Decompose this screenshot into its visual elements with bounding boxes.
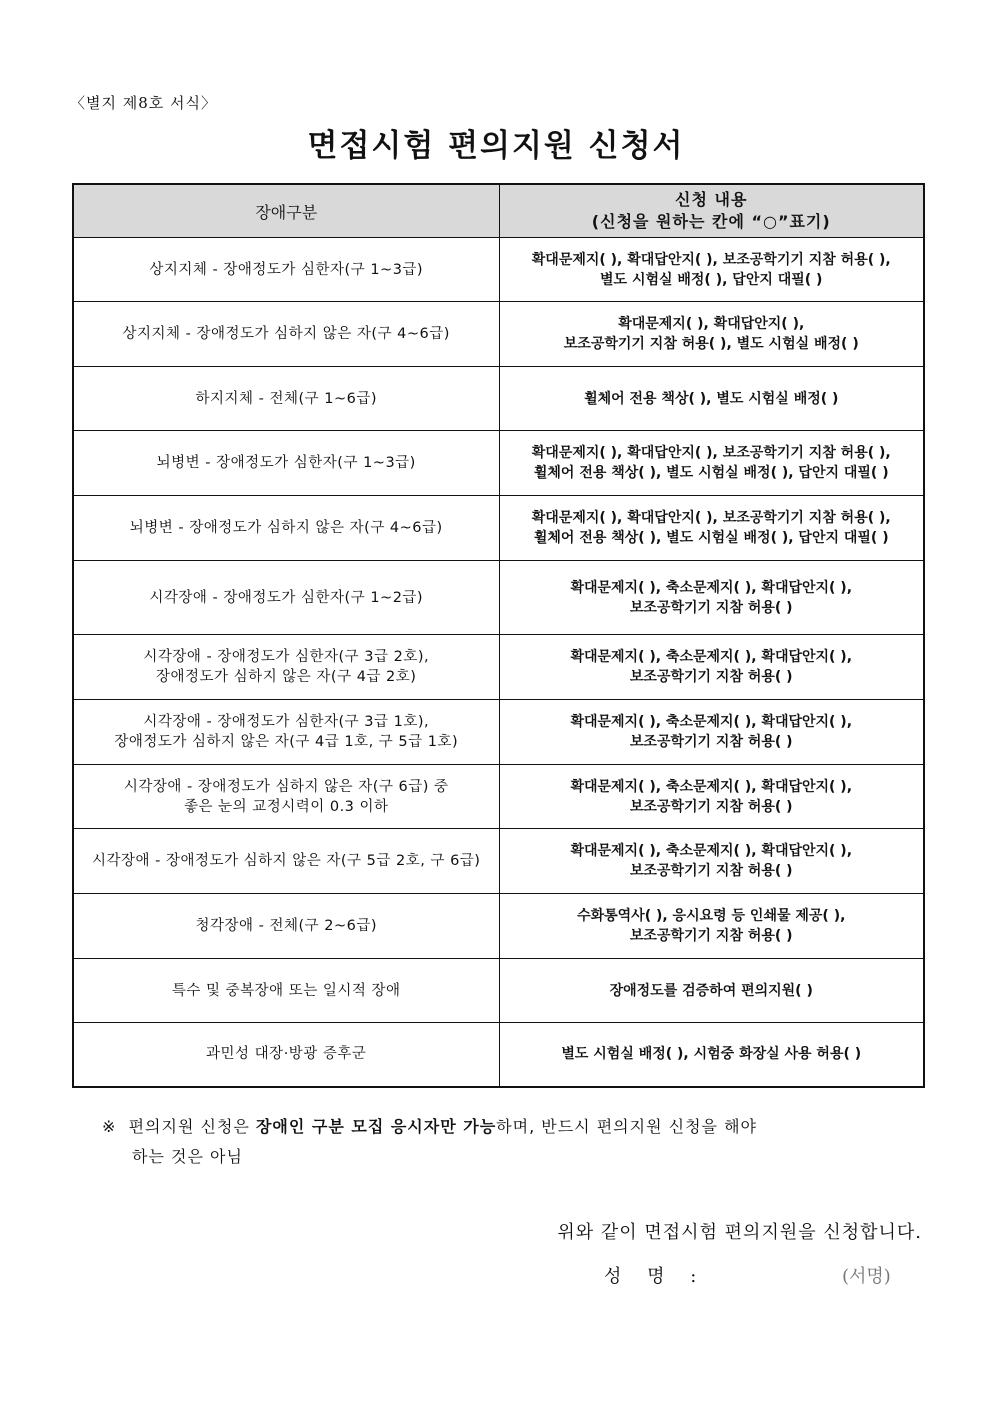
header-disability-category: 장애구분	[73, 184, 499, 238]
signature-label: 성 명 :	[604, 1266, 707, 1287]
disability-category-line: 시각장애 - 장애정도가 심한자(구 3급 2호),	[143, 649, 430, 665]
request-options-cell[interactable]	[499, 238, 924, 302]
request-options-line[interactable]: 보조공학기기 지참 허용( )	[629, 798, 793, 815]
request-options-line[interactable]: 보조공학기기 지참 허용( ), 별도 시험실 배정( )	[563, 336, 859, 352]
table-row	[73, 496, 924, 561]
disability-category-cell	[73, 367, 499, 431]
disability-category-line: 특수 및 중복장애 또는 일시적 장애	[171, 982, 401, 999]
request-options-line[interactable]: 확대문제지( ), 축소문제지( ), 확대답안지( ),	[570, 714, 853, 730]
header-request-content	[499, 184, 924, 238]
disability-category-cell	[73, 959, 499, 1023]
disability-category-cell	[73, 302, 499, 367]
disability-category-cell	[73, 829, 499, 894]
request-options-line[interactable]: 별도 시험실 배정( ), 답안지 대필( )	[600, 271, 823, 288]
disability-category-line: 상지지체 - 장애정도가 심한자(구 1~3급)	[149, 261, 424, 278]
request-options-cell[interactable]	[499, 894, 924, 959]
note-line2: 하는 것은 아님	[132, 1147, 243, 1166]
disability-category-cell	[73, 431, 499, 496]
request-options-line[interactable]: 보조공학기기 지참 허용( )	[629, 669, 793, 685]
request-options-line[interactable]: 수화통역사( ), 응시요령 등 인쇄물 제공( ),	[577, 908, 846, 924]
request-options-cell[interactable]	[499, 959, 924, 1023]
disability-category-cell	[73, 894, 499, 959]
request-options-cell[interactable]	[499, 367, 924, 431]
note-text-bold: 장애인 구분 모집 응시자만 가능	[255, 1117, 497, 1136]
table-row	[73, 431, 924, 496]
page-title: 면접시험 편의지원 신청서	[307, 128, 685, 164]
disability-category-line: 좋은 눈의 교정시력이 0.3 이하	[183, 798, 389, 815]
request-options-line[interactable]: 확대문제지( ), 축소문제지( ), 확대답안지( ),	[570, 579, 853, 596]
header-request-instruction: (신청을 원하는 칸에 “○”표기)	[591, 212, 831, 231]
table-header-row	[73, 184, 924, 238]
note-mark: ※	[102, 1117, 117, 1136]
disability-category-line: 시각장애 - 장애정도가 심하지 않은 자(구 5급 2호, 구 6급)	[92, 853, 481, 869]
table-row	[73, 302, 924, 367]
disability-category-line: 장애정도가 심하지 않은 자(구 4급 2호)	[156, 669, 417, 685]
disability-category-line: 시각장애 - 장애정도가 심한자(구 1~2급)	[149, 589, 424, 606]
request-options-cell[interactable]	[499, 635, 924, 700]
disability-category-line: 하지지체 - 전체(구 1~6급)	[195, 390, 378, 407]
request-options-cell[interactable]	[499, 765, 924, 829]
form-label: 〈별지 제8호 서식〉	[70, 94, 218, 112]
request-options-line[interactable]: 확대문제지( ), 확대답안지( ), 보조공학기기 지참 허용( ),	[531, 510, 891, 526]
disability-category-cell	[73, 700, 499, 765]
disability-category-line: 시각장애 - 장애정도가 심하지 않은 자(구 6급) 중	[123, 778, 449, 795]
disability-category-cell	[73, 1023, 499, 1087]
disability-category-line: 과민성 대장·방광 증후군	[206, 1046, 367, 1063]
disability-category-line: 장애정도가 심하지 않은 자(구 4급 1호, 구 5급 1호)	[114, 734, 459, 750]
table-row	[73, 635, 924, 700]
closing-statement: 위와 같이 면접시험 편의지원을 신청합니다.	[557, 1222, 922, 1243]
request-options-line[interactable]: 확대문제지( ), 확대답안지( ),	[618, 316, 805, 332]
disability-category-line: 상지지체 - 장애정도가 심하지 않은 자(구 4~6급)	[122, 326, 450, 342]
table-row	[73, 959, 924, 1023]
table-row	[73, 894, 924, 959]
table-row	[73, 1023, 924, 1087]
request-options-cell[interactable]	[499, 829, 924, 894]
request-options-line[interactable]: 확대문제지( ), 축소문제지( ), 확대답안지( ),	[570, 843, 853, 859]
disability-category-cell	[73, 561, 499, 635]
request-options-line[interactable]: 확대문제지( ), 확대답안지( ), 보조공학기기 지참 허용( ),	[531, 251, 891, 268]
disability-category-cell	[73, 635, 499, 700]
note-text-after: 하며, 반드시 편의지원 신청을 해야	[496, 1117, 757, 1136]
header-request-title: 신청 내용	[675, 190, 748, 209]
request-options-line[interactable]: 확대문제지( ), 확대답안지( ), 보조공학기기 지참 허용( ),	[531, 445, 891, 461]
request-options-line[interactable]: 확대문제지( ), 축소문제지( ), 확대답안지( ),	[570, 778, 853, 795]
request-options-line[interactable]: 보조공학기기 지참 허용( )	[629, 928, 793, 944]
request-options-cell[interactable]	[499, 431, 924, 496]
request-options-line[interactable]: 보조공학기기 지참 허용( )	[629, 863, 793, 879]
request-options-line[interactable]: 휠체어 전용 책상( ), 별도 시험실 배정( ), 답안지 대필( )	[533, 530, 889, 546]
table-row	[73, 238, 924, 302]
request-options-line[interactable]: 휠체어 전용 책상( ), 별도 시험실 배정( )	[584, 390, 839, 407]
disability-category-line: 뇌병변 - 장애정도가 심하지 않은 자(구 4~6급)	[129, 520, 443, 536]
request-options-cell[interactable]	[499, 496, 924, 561]
signature-mark[interactable]: (서명)	[842, 1266, 891, 1287]
disability-category-cell	[73, 496, 499, 561]
disability-category-line: 청각장애 - 전체(구 2~6급)	[195, 918, 378, 934]
table-row	[73, 367, 924, 431]
table-row	[73, 829, 924, 894]
request-options-line[interactable]: 보조공학기기 지참 허용( )	[629, 599, 793, 616]
request-options-line[interactable]: 확대문제지( ), 축소문제지( ), 확대답안지( ),	[570, 649, 853, 665]
table-row	[73, 765, 924, 829]
request-options-cell[interactable]	[499, 700, 924, 765]
note	[102, 1112, 922, 1172]
request-options-line[interactable]: 휠체어 전용 책상( ), 별도 시험실 배정( ), 답안지 대필( )	[533, 465, 889, 481]
note-text-before: 편의지원 신청은	[128, 1117, 250, 1136]
disability-category-line: 뇌병변 - 장애정도가 심한자(구 1~3급)	[156, 455, 416, 471]
request-options-line[interactable]: 별도 시험실 배정( ), 시험중 화장실 사용 허용( )	[561, 1046, 862, 1063]
table-row	[73, 561, 924, 635]
table-row	[73, 700, 924, 765]
disability-category-cell	[73, 765, 499, 829]
request-options-cell[interactable]	[499, 1023, 924, 1087]
request-options-line[interactable]: 보조공학기기 지참 허용( )	[629, 734, 793, 750]
request-options-line[interactable]: 장애정도를 검증하여 편의지원( )	[609, 982, 813, 999]
request-options-cell[interactable]	[499, 561, 924, 635]
application-table	[72, 183, 925, 1088]
disability-category-line: 시각장애 - 장애정도가 심한자(구 3급 1호),	[143, 714, 430, 730]
disability-category-cell	[73, 238, 499, 302]
request-options-cell[interactable]	[499, 302, 924, 367]
